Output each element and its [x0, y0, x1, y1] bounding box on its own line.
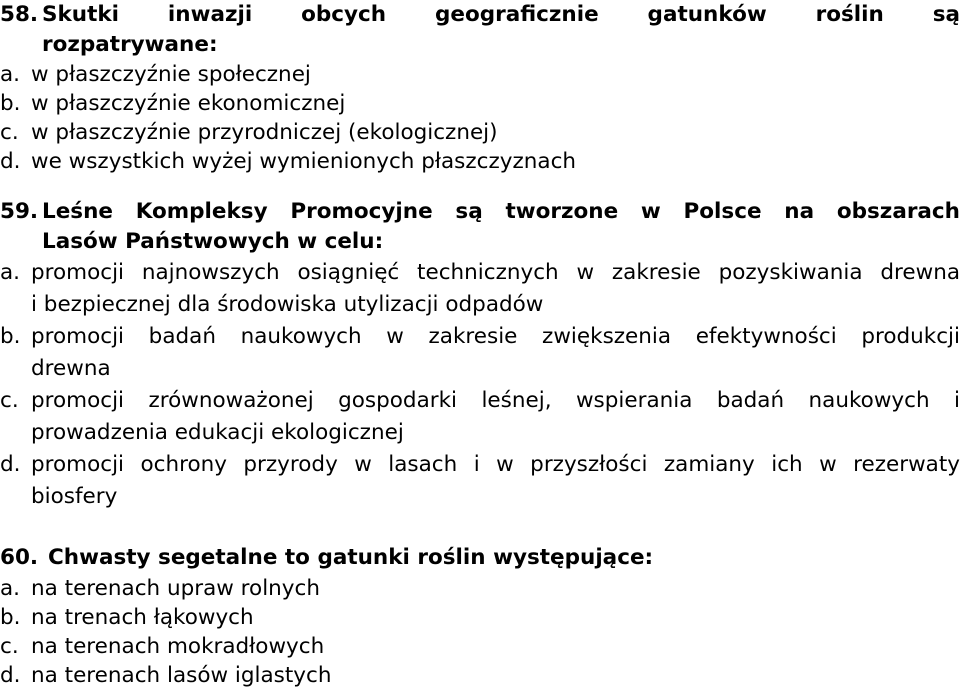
question-title-line: rozpatrywane: — [42, 32, 218, 57]
question-number: 59. — [0, 199, 39, 224]
option-letter: a. — [0, 260, 21, 285]
question-title — [42, 0, 960, 60]
option-text — [31, 449, 960, 513]
option-text: w płaszczyźnie społecznej — [31, 62, 311, 87]
option-text-line: promocji ochrony przyrody w lasach i w przyszłości zamiany ich w rezerwaty — [31, 452, 960, 477]
option-text-line: prowadzenia edukacji ekologicznej — [31, 420, 404, 445]
answer-option-d — [0, 449, 960, 513]
question-58 — [0, 0, 960, 176]
option-text: w płaszczyźnie ekonomicznej — [31, 91, 346, 116]
option-text-line: promocji badań naukowych w zakresie zwiększenia efektywności produkcji — [31, 324, 960, 349]
option-letter: a. — [0, 62, 21, 87]
question-heading — [0, 0, 960, 60]
option-text: w płaszczyźnie przyrodniczej (ekologicznej) — [31, 120, 498, 145]
option-text: na trenach łąkowych — [31, 605, 254, 630]
question-title-line: Lasów Państwowych w celu: — [42, 229, 384, 254]
question-title — [42, 197, 960, 257]
answer-option-c — [0, 632, 960, 661]
option-letter: c. — [0, 388, 19, 413]
option-letter: c. — [0, 120, 19, 145]
option-letter: d. — [0, 452, 21, 477]
question-60 — [0, 541, 960, 690]
answer-option-b — [0, 89, 960, 118]
question-59 — [0, 197, 960, 513]
answer-option-b — [0, 603, 960, 632]
answer-option-b — [0, 321, 960, 385]
answer-option-a — [0, 574, 960, 603]
question-title: Chwasty segetalne to gatunki roślin występujące: — [48, 545, 654, 570]
option-letter: b. — [0, 91, 21, 116]
option-text-line: drewna — [31, 356, 111, 381]
option-text — [31, 257, 960, 321]
option-text-line: i bezpiecznej dla środowiska utylizacji odpadów — [31, 292, 544, 317]
option-text-line: biosfery — [31, 484, 118, 509]
option-letter: c. — [0, 634, 19, 659]
option-letter: a. — [0, 576, 21, 601]
option-text-line: promocji najnowszych osiągnięć technicznych w zakresie pozyskiwania drewna — [31, 260, 960, 285]
option-text: na terenach lasów iglastych — [31, 663, 332, 688]
question-number: 58. — [0, 2, 39, 27]
option-letter: d. — [0, 663, 21, 688]
option-letter: b. — [0, 605, 21, 630]
question-number: 60. — [0, 545, 39, 570]
answer-option-c — [0, 385, 960, 449]
option-text-line: promocji zrównoważonej gospodarki leśnej, wspierania badań naukowych i — [31, 388, 960, 413]
question-title-line: Leśne Kompleksy Promocyjne są tworzone w Polsce na obszarach — [42, 199, 960, 224]
option-text: na terenach mokradłowych — [31, 634, 325, 659]
answer-option-c — [0, 118, 960, 147]
answer-option-a — [0, 257, 960, 321]
option-letter: d. — [0, 149, 21, 174]
question-heading — [0, 541, 960, 574]
question-heading — [0, 197, 960, 257]
option-text — [31, 321, 960, 385]
option-text: we wszystkich wyżej wymienionych płaszczyznach — [31, 149, 577, 174]
option-text: na terenach upraw rolnych — [31, 576, 320, 601]
question-title-line: Skutki inwazji obcych geograficznie gatunków roślin są — [42, 2, 960, 27]
answer-option-a — [0, 60, 960, 89]
answer-option-d — [0, 147, 960, 176]
answer-option-d — [0, 661, 960, 690]
option-text — [31, 385, 960, 449]
option-letter: b. — [0, 324, 21, 349]
